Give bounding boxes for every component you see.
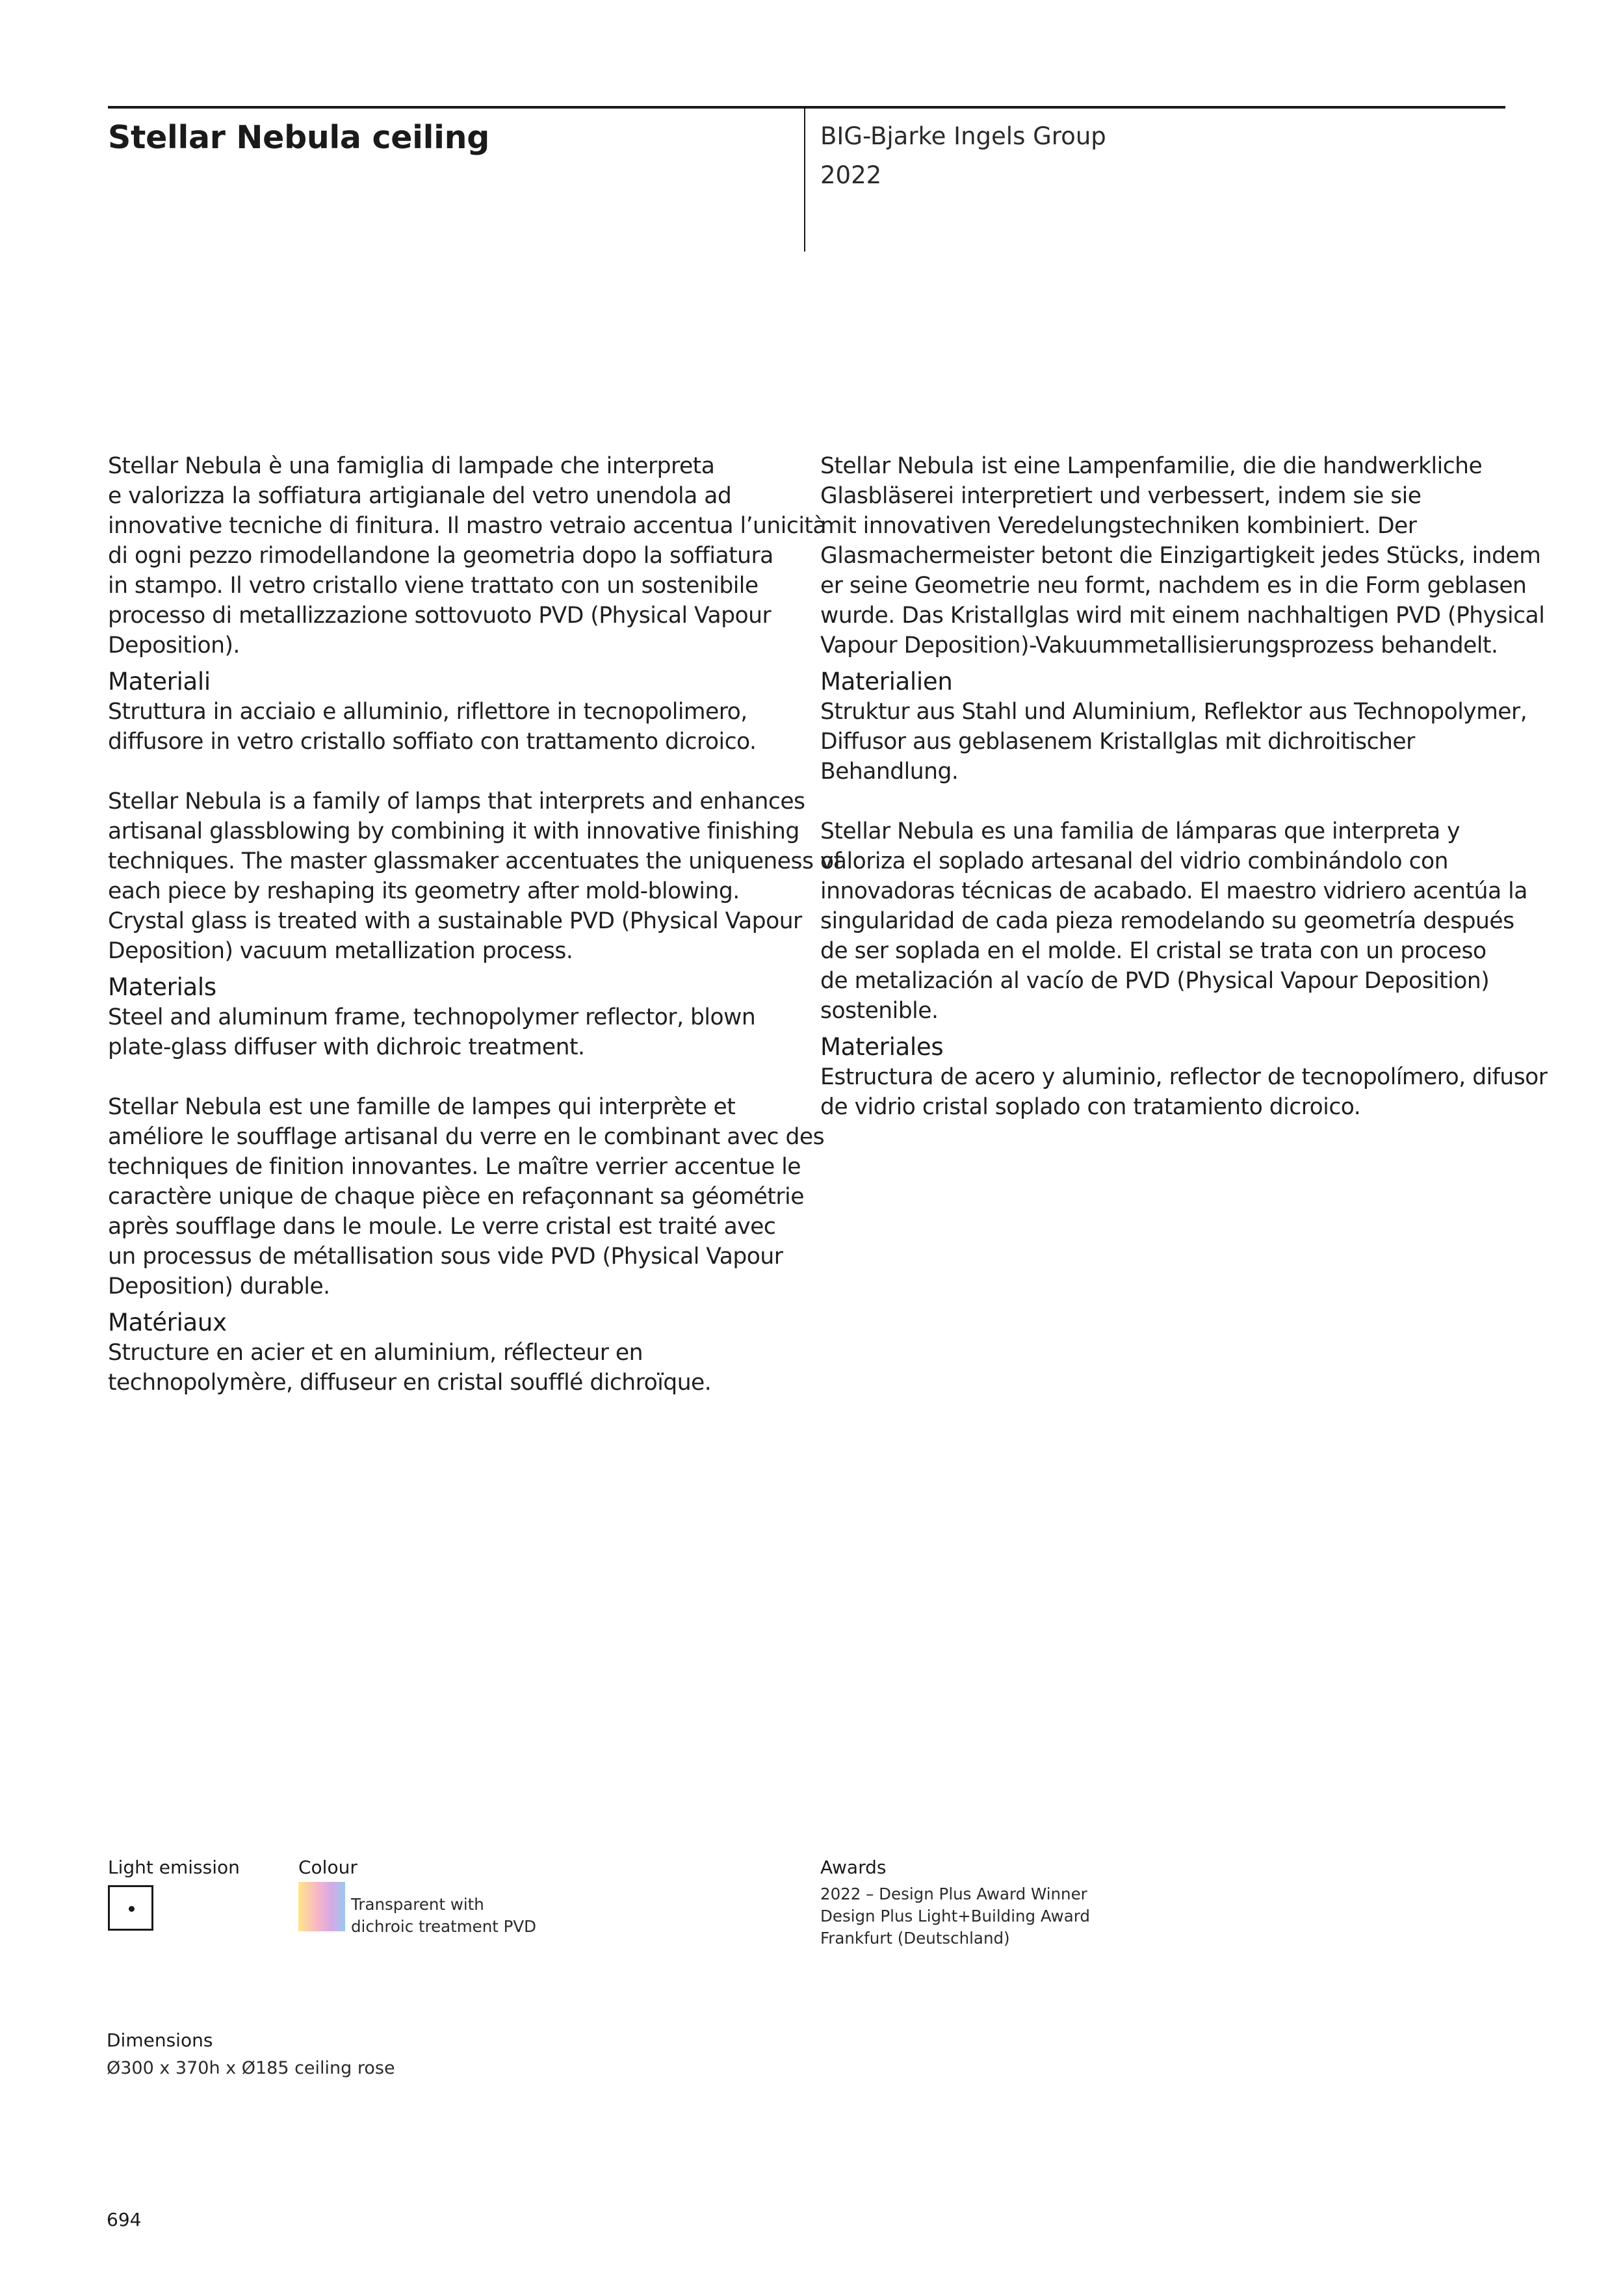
description-it bbox=[108, 451, 827, 757]
description-column-right bbox=[820, 451, 1548, 1122]
awards-label: Awards bbox=[820, 1857, 887, 1878]
design-year: 2022 bbox=[820, 161, 882, 189]
text-line: Glasbläserei interpretiert und verbessert, indem sie sie bbox=[820, 483, 1422, 509]
colour-value: Transparent with dichroic treatment PVD bbox=[351, 1895, 537, 1936]
text-line: Structure en acier et en aluminium, réflecteur en bbox=[108, 1340, 643, 1366]
text-line: caractère unique de chaque pièce en refaçonnant sa géométrie bbox=[108, 1184, 804, 1210]
dimensions-label: Dimensions bbox=[107, 2029, 213, 2051]
text-line: er seine Geometrie neu formt, nachdem es in die Form geblasen bbox=[820, 573, 1527, 599]
text-line: Deposition). bbox=[108, 633, 240, 659]
dimensions-value: Ø300 x 370h x Ø185 ceiling rose bbox=[107, 2058, 395, 2078]
header-divider bbox=[804, 107, 805, 252]
text-line: Struttura in acciaio e alluminio, riflettore in tecnopolimero, bbox=[108, 699, 747, 725]
text-line: techniques. The master glassmaker accentuates the uniqueness of bbox=[108, 848, 842, 874]
text-line: technopolymère, diffuseur en cristal soufflé dichroïque. bbox=[108, 1370, 712, 1396]
text-line: innovadoras técnicas de acabado. El maestro vidriero acentúa la bbox=[820, 878, 1527, 904]
text-line: Stellar Nebula is a family of lamps that interprets and enhances bbox=[108, 789, 805, 815]
text-line: each piece by reshaping its geometry after mold-blowing. bbox=[108, 878, 740, 904]
product-title: Stellar Nebula ceiling bbox=[108, 119, 489, 156]
text-line: Crystal glass is treated with a sustainable PVD (Physical Vapour bbox=[108, 908, 802, 934]
materials-heading-en: Materials bbox=[108, 973, 216, 1001]
description-fr bbox=[108, 1092, 825, 1398]
text-line: Stellar Nebula es una familia de lámparas que interpreta y bbox=[820, 818, 1461, 844]
light-emission-icon bbox=[108, 1885, 153, 1931]
text-line: wurde. Das Kristallglas wird mit einem nachhaltigen PVD (Physical bbox=[820, 603, 1545, 629]
text-line: Vapour Deposition)-Vakuummetallisierungsprozess behandelt. bbox=[820, 633, 1498, 659]
light-emission-label: Light emission bbox=[108, 1857, 240, 1878]
colour-label: Colour bbox=[298, 1857, 357, 1878]
materials-heading-it: Materiali bbox=[108, 668, 211, 696]
text-line: singularidad de cada pieza remodelando su geometría después bbox=[820, 908, 1514, 934]
light-emission-dot bbox=[129, 1906, 135, 1912]
text-line: Behandlung. bbox=[820, 759, 959, 785]
text-line: Steel and aluminum frame, technopolymer reflector, blown bbox=[108, 1004, 756, 1030]
materials-heading-de: Materialien bbox=[820, 668, 953, 696]
text-line: de metalización al vacío de PVD (Physical Vapour Deposition) bbox=[820, 968, 1490, 994]
text-line: de vidrio cristal soplado con tratamiento dicroico. bbox=[820, 1094, 1361, 1120]
colour-swatch bbox=[298, 1882, 345, 1931]
text-line: Diffusor aus geblasenem Kristallglas mit dichroitischer bbox=[820, 729, 1415, 755]
text-line: diffusore in vetro cristallo soffiato con trattamento dicroico. bbox=[108, 729, 757, 755]
text-line: un processus de métallisation sous vide PVD (Physical Vapour bbox=[108, 1244, 783, 1270]
materials-heading-es: Materiales bbox=[820, 1033, 944, 1061]
text-line: di ogni pezzo rimodellandone la geometria dopo la soffiatura bbox=[108, 543, 773, 569]
description-en bbox=[108, 787, 842, 1062]
text-line: Deposition) durable. bbox=[108, 1273, 330, 1299]
text-line: processo di metallizzazione sottovuoto PVD (Physical Vapour bbox=[108, 603, 772, 629]
header-rule bbox=[108, 106, 1505, 109]
text-line: sostenible. bbox=[820, 998, 939, 1024]
text-line: Stellar Nebula ist eine Lampenfamilie, die die handwerkliche bbox=[820, 453, 1483, 479]
text-line: Struktur aus Stahl und Aluminium, Reflektor aus Technopolymer, bbox=[820, 699, 1527, 725]
text-line: Deposition) vacuum metallization process. bbox=[108, 938, 573, 964]
text-line: valoriza el soplado artesanal del vidrio combinándolo con bbox=[820, 848, 1449, 874]
text-line: Stellar Nebula è una famiglia di lampade che interpreta bbox=[108, 453, 715, 479]
awards-text: 2022 – Design Plus Award Winner Design Plus Light+Building Award Frankfurt (Deutschland) bbox=[820, 1885, 1090, 1948]
text-line: Glasmachermeister betont die Einzigartigkeit jedes Stücks, indem bbox=[820, 543, 1541, 569]
description-column-left bbox=[108, 451, 842, 1398]
text-line: de ser soplada en el molde. El cristal se trata con un proceso bbox=[820, 938, 1487, 964]
description-es bbox=[820, 816, 1548, 1122]
materials-heading-fr: Matériaux bbox=[108, 1309, 227, 1337]
page-number: 694 bbox=[107, 2209, 142, 2230]
text-line: améliore le soufflage artisanal du verre en le combinant avec des bbox=[108, 1124, 825, 1150]
text-line: techniques de finition innovantes. Le maître verrier accentue le bbox=[108, 1154, 801, 1180]
text-line: e valorizza la soffiatura artigianale del vetro unendola ad bbox=[108, 483, 732, 509]
text-line: Estructura de acero y aluminio, reflector de tecnopolímero, difusor bbox=[820, 1064, 1548, 1090]
text-line: mit innovativen Veredelungstechniken kombiniert. Der bbox=[820, 513, 1417, 539]
text-line: innovative tecniche di finitura. Il mastro vetraio accentua l’unicità bbox=[108, 513, 827, 539]
text-line: après soufflage dans le moule. Le verre cristal est traité avec bbox=[108, 1214, 776, 1240]
text-line: in stampo. Il vetro cristallo viene trattato con un sostenibile bbox=[108, 573, 759, 599]
text-line: Stellar Nebula est une famille de lampes qui interprète et bbox=[108, 1094, 736, 1120]
text-line: artisanal glassblowing by combining it with innovative finishing bbox=[108, 818, 799, 844]
text-line: plate-glass diffuser with dichroic treatment. bbox=[108, 1034, 585, 1060]
description-de bbox=[820, 451, 1545, 787]
designer-name: BIG-Bjarke Ingels Group bbox=[820, 122, 1106, 150]
